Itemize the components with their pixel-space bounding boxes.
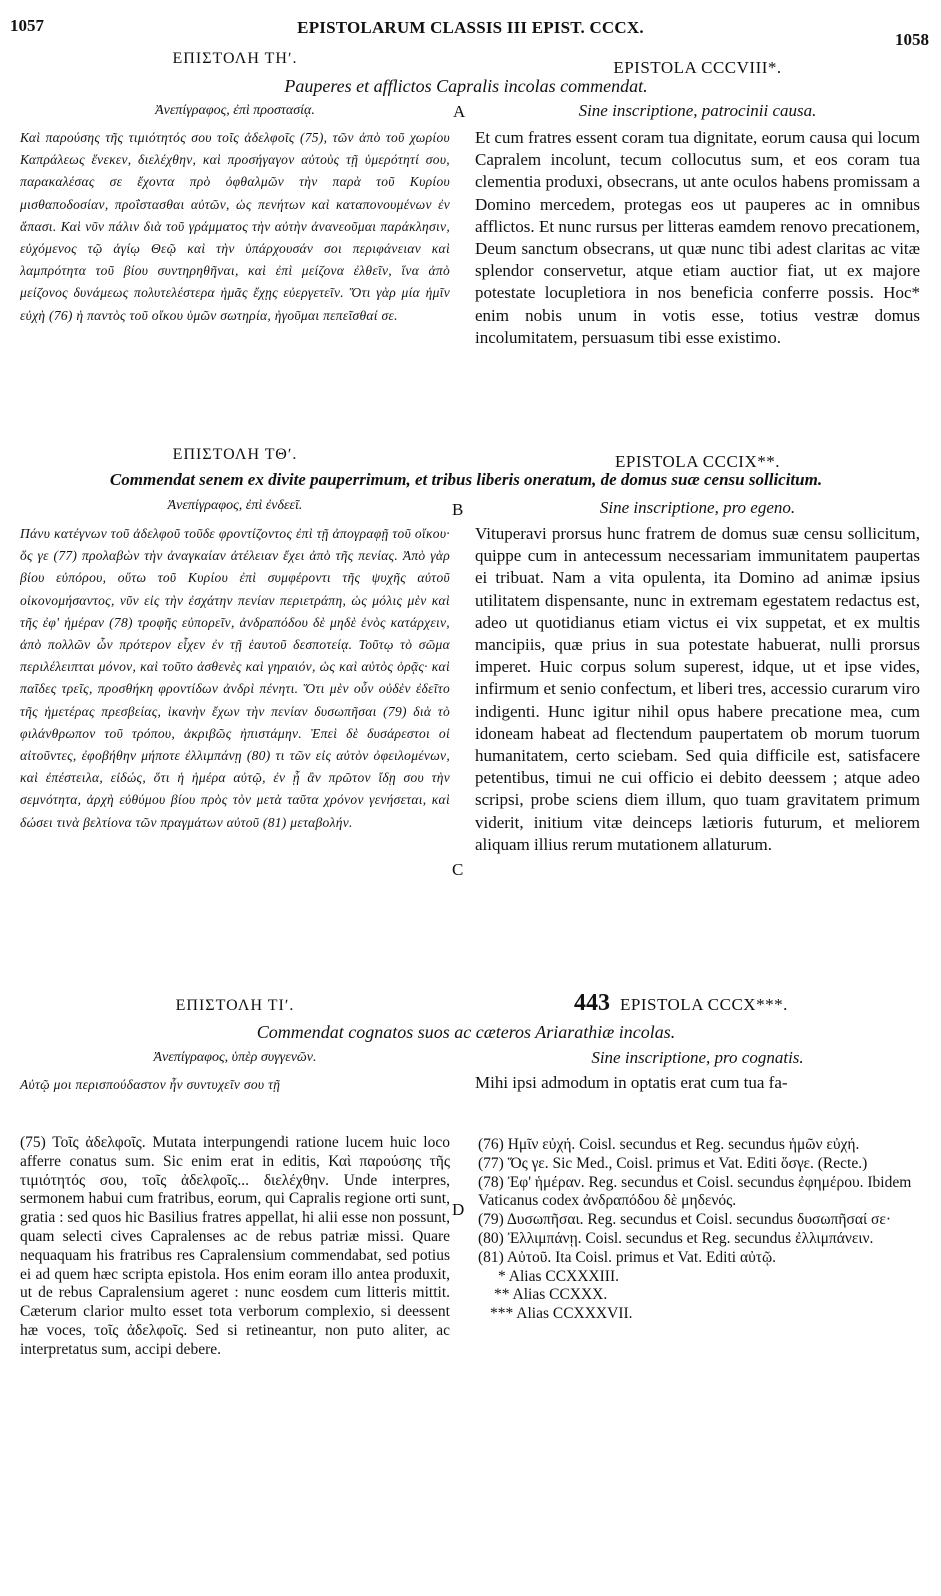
running-title: EPISTOLARUM CLASSIS III EPIST. CCCX.: [297, 18, 644, 37]
letter-308-latin-text: Et cum fratres essent coram tua dignitate, eorum causa qui locum Capralem incolunt, tecum collocutus sum, et eos coram tua clementia produxi, obsecrans, ut ante oculos habens promissam a Domino mercedem, protegas eos ut pauperes ac in omnibus afflictos. Et nunc rursus per litteras eamdem renovo precationem, Deum sanctum obsecrans, ut quæ nunc tibi adest claritas ac vitæ splendor conservetur, atque etiam auctior fiat, ut ex majore potestate locupletiora in nos beneficia conferre possis. Hoc* enim nobis unum in votis esse, totius vestræ domus incolumitatem, persuasum tibi esse existimo.: [475, 128, 920, 347]
letter-310-title-greek: ΕΠΙΣΤΟΛΗ ΤΙʹ.: [175, 997, 295, 1014]
letter-309-heading-greek: Ἀνεπίγραφος, ἐπὶ ἐνδεεῖ.: [167, 498, 303, 513]
footnote-81: (81) Αὐτοῦ. Ita Coisl. primus et Vat. Editi αὐτῷ.: [478, 1248, 777, 1266]
column-number: 443: [574, 990, 610, 1016]
margin-marker-c: C: [452, 860, 464, 879]
footnote-79: (79) Δυσωπῆσαι. Reg. secundus et Coisl. secundus δυσωπῆσαί σε·: [478, 1211, 892, 1229]
letter-310-heading-latin: Sine inscriptione, pro cognatis.: [591, 1048, 804, 1067]
footnote-80: (80) Ἐλλιμπάνῃ. Coisl. secundus et Reg. secundus ἐλλιμπάνειν.: [478, 1229, 874, 1247]
margin-marker-a: A: [453, 102, 466, 121]
letter-308-summary: Pauperes et afflictos Capralis incolas commendat.: [284, 76, 648, 96]
letter-310-title-latin: EPISTOLA CCCX***.: [620, 995, 788, 1014]
margin-marker-b: B: [452, 500, 464, 519]
letter-308-greek-text: Καὶ παρούσης τῆς τιμιότητός σου τοῖς ἀδελφοῖς (75), τῶν ἀπὸ τοῦ χωρίου Καπράλεως ἕνεκεν, διελέχθην, καὶ προσήγαγον αὐτοὺς τῇ ὑμερότητί σου, παρακαλέσας σε ἔχοντα πρὸ ὀφθαλμῶν τὴν παρὰ τοῦ Κυρίου μισθαποδοσίαν, προΐστασθαι αὐτῶν, ὡς πενήτων καὶ καταπονουμένων ἐν ἅπασι. Καὶ νῦν πάλιν διὰ τοῦ γράμματος τὴν αὐτὴν ἀνανεοῦμαι παράκλησιν, εὐχόμενος τῷ ἁγίῳ Θεῷ καὶ τὴν ὑπάρχουσάν σοι περιφάνειαν καὶ λαμπρότητα τοῦ βίου συντηρηθῆναι, καὶ ἐπὶ μείζονα ἐλθεῖν, ἵνα ἀπὸ μείζονος δυνάμεως πολυτελέστερα ἡμᾶς ἔχῃς εὐεργετεῖν. Ὅτι γὰρ μία ἡμῖν εὐχὴ (76) ἡ παντὸς τοῦ οἴκου ὑμῶν σωτηρία, ἡγοῦμαι πεπεῖσθαί σε.: [20, 130, 450, 323]
letter-308-heading-greek: Ἀνεπίγραφος, ἐπὶ προστασίᾳ.: [155, 103, 315, 118]
page-number-left: 1057: [10, 16, 44, 35]
footnote-alias-308: * Alias CCXXXIII.: [498, 1267, 619, 1285]
footnote-78: (78) Ἐφ' ἡμέραν. Reg. secundus et Coisl. secundus ἐφημέρου. Ibidem Vaticanus codex ἀνδραπόδου δὲ μηδενός.: [478, 1173, 912, 1210]
footnote-alias-309: ** Alias CCXXX.: [494, 1286, 608, 1304]
footnote-76: (76) Ημῖν εὐχή. Coisl. secundus et Reg. secundus ἡμῶν εὐχή.: [478, 1136, 860, 1153]
footnote-alias-310: *** Alias CCXXXVII.: [490, 1305, 633, 1323]
letter-308-title-latin: EPISTOLA CCCVIII*.: [613, 58, 782, 77]
letter-309-summary: Commendat senem ex divite pauperrimum, et tribus liberis oneratum, de domus suæ censu sollicitum.: [109, 470, 823, 489]
margin-marker-d: D: [452, 1200, 465, 1219]
letter-309-latin-text: Vituperavi prorsus hunc fratrem de domus suæ censu sollicitum, quippe cum in antecessum necessariam immunitatem paupertas ei tribuat. Nam a vita opulenta, ita Domino ad animæ ipsius utilitatem dispensante, nunc in extremam egestatem redactus est, adeo ut quotidianus etiam victus ei vix suppetat, et ex multis mancipiis, quæ prius in sua potestate habuerat, nulli prorsus imperet. Huic corpus solum superest, idque, ut et ipse vides, infirmum et senio confectum, et liberi tres, accessio curarum viro indigenti. Hunc igitur nihil opus habere precatione mea, cum idoneam habeat ad flectendum paupertatem ob morum tuorum humanitatem, certo sciebam. Sed quia difficile est, satisfacere petentibus, timui ne cui officio ei debito deessem ; atque adeo scripsi, probe sciens diem illum, quo tuam gravitatem primum viderit, initium vitæ deinceps lætioris futurum, et meliorem aliquam illius rerum mutationem allaturum.: [475, 524, 920, 854]
footnotes-left: (75) Τοῖς ἀδελφοῖς. Mutata interpungendi ratione lucem huic loco afferre conatus sum. Sic enim erat in editis, Καὶ παρούσης τῆς τιμιότητός σου, τοῖς ἀδελφοῖς... διελέχθην. Unde interpres, sermonem habui cum fratribus, eorum, qui Capralis regione orti sunt, gratia : sed quos hic Basilius fratres appellat, hi alii esse non possunt, quam selecti cives Capralenses ac de rebus patriæ missi. Quare nequaquam his fratribus res Capralensium commendabat, sed potius ei ad quem hæc scripta epistola. Hos enim eoram illo antea produxit, ut de rebus Capralensium ageret : nunc eosdem cum litteris mittit. Cæterum clarior multo esset tota verborum complexio, si deessent hæ voces, τοῖς ἀδελφοῖς. Sed si retineantur, non puto aliter, ac interpretatus sum, accipi debere.: [20, 1134, 450, 1358]
letter-309-title-latin: EPISTOLA CCCIX**.: [615, 452, 780, 471]
letter-309-greek-text: Πάνυ κατέγνων τοῦ ἀδελφοῦ τοῦδε φροντίζοντος ἐπὶ τῇ ἀπογραφῇ τοῦ οἴκου· ὅς γε (77) προλαβὼν τὴν ἀναγκαίαν ἀτέλειαν ἔχει ἀπὸ τῆς πενίας. Ἀπὸ γὰρ βίου εὐπόρου, οὕτω τοῦ Κυρίου ἐπὶ συμφέροντι τῆς ψυχῆς αὐτοῦ οἰκονομήσαντος, νῦν εἰς τὴν ἐσχάτην πενίαν περιετράπη, ὡς μόλις μὲν καὶ τῆς ἐφ' ἡμέραν (78) τροφῆς εὐπορεῖν, ἀνδραπόδου δὲ μηδὲ ἑνὸς κατάρχειν, ἀπὸ πολλῶν ὧν πρότερον εἶχεν ἐν τῇ ἑαυτοῦ δεσποτείᾳ. Τοῦτῳ τὸ σῶμα περιλέλειπται μόνον, καὶ τοῦτο ἀσθενὲς καὶ γηραιόν, ὡς καὶ αὐτὸς ὁρᾷς· καὶ παῖδες τρεῖς, προσθήκη φροντίδων ἀνδρὶ πένητι. Ὅτι μὲν οὖν οὐδὲν ἐδεῖτο τῆς ἡμετέρας πρεσβείας, ἱκανὴν ἔχων τὴν πενίαν δυσωπῆσαι (79) διὰ τὸ φιλάνθρωπον τοῦ τρόπου, ἀκριβῶς ἠπιστάμην. Ἐπεὶ δὲ δυσάρεστοι οἱ αἰτοῦντες, ἐφοβήθην μήποτε ἐλλιμπάνῃ (80) τι τῶν εἰς αὐτὸν ὀφειλομένων, καὶ ἐπέστειλα, εἰδώς, ὅτι ἡ ἡμέρα αὐτῷ, ἐν ᾗ ἂν πρῶτον ἴδῃ σου τὴν σεμνότητα, ἀρχὴ εὐθύμου βίου πρὸς τὸν μετὰ ταῦτα χρόνον γενήσεται, καὶ δώσει τινὰ βελτίονα τῶν πραγμάτων αὐτοῦ (81) μεταβολήν.: [20, 526, 450, 830]
letter-308-title-greek: ΕΠΙΣΤΟΛΗ ΤΗʹ.: [172, 50, 298, 67]
letter-310-greek-text: Αὐτῷ μοι περισπούδαστον ἦν συντυχεῖν σου τῇ: [20, 1077, 281, 1092]
footnotes-right: [478, 1136, 920, 1324]
page-number-right: 1058: [895, 30, 929, 49]
footnote-77: (77) Ὅς γε. Sic Med., Coisl. primus et Vat. Editi ὅσγε. (Recte.): [478, 1154, 868, 1172]
letter-310-title-row: [574, 990, 914, 1017]
letter-310-latin-text: Mihi ipsi admodum in optatis erat cum tua fa-: [475, 1073, 788, 1092]
letter-310-heading-greek: Ἀνεπίγραφος, ὑπὲρ συγγενῶν.: [153, 1050, 317, 1065]
letter-308-heading-latin: Sine inscriptione, patrocinii causa.: [578, 101, 817, 120]
letter-310-summary: Commendat cognatos suos ac cæteros Ariarathiæ incolas.: [256, 1022, 676, 1042]
letter-309-title-greek: ΕΠΙΣΤΟΛΗ ΤΘʹ.: [172, 446, 298, 463]
letter-309-heading-latin: Sine inscriptione, pro egeno.: [599, 498, 796, 517]
